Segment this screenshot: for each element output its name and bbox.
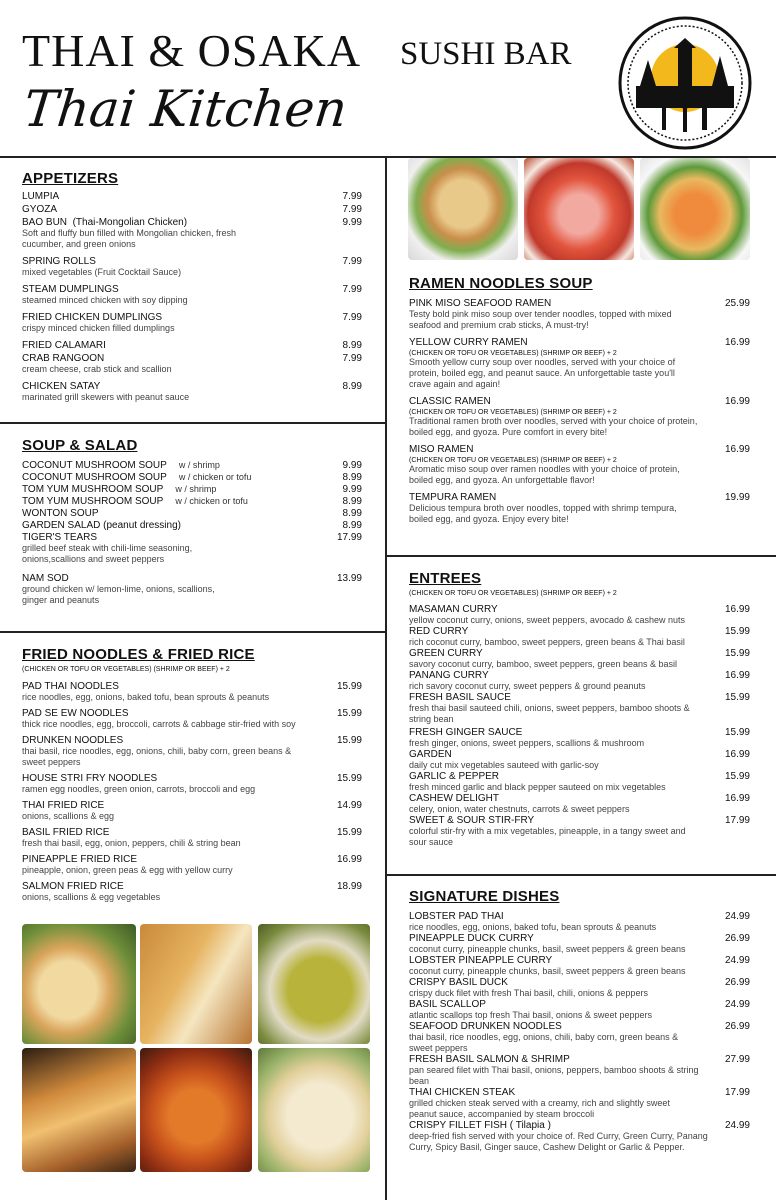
kitchen-script-title: Thai Kitchen [20, 80, 350, 138]
item-description: onions, scallions & egg [22, 811, 115, 821]
item-description: steamed minced chicken with soy dipping [22, 295, 188, 305]
item-name: GYOZA [22, 204, 58, 215]
item-name: SWEET & SOUR STIR-FRY [409, 815, 535, 826]
item-price: 15.99 [336, 708, 362, 719]
item-name: GREEN CURRY [409, 648, 483, 659]
protein-options: (CHICKEN OR TOFU OR VEGETABLES) (SHRIMP OR BEEF) + 2 [409, 350, 617, 357]
item-price: 9.99 [342, 460, 362, 471]
item-price: 8.99 [342, 496, 362, 507]
menu-item [409, 396, 750, 438]
item-description: rice noodles, egg, onions, baked tofu, bean sprouts & peanuts [22, 692, 270, 702]
appetizers-section [22, 170, 362, 403]
item-price: 15.99 [336, 827, 362, 838]
menu-item [409, 771, 750, 793]
item-name: CRAB RANGOON [22, 353, 105, 364]
item-price: 7.99 [342, 191, 362, 202]
menu-item [22, 800, 362, 822]
menu-item [22, 532, 362, 565]
item-name: SPRING ROLLS [22, 256, 96, 267]
menu-item [409, 337, 750, 390]
item-name: FRESH BASIL SALMON & SHRIMP [409, 1054, 570, 1065]
entrees-section [409, 570, 750, 848]
item-description: yellow coconut curry, onions, sweet peppers, avocado & cashew nuts [409, 615, 685, 625]
item-description: ramen egg noodles, green onion, carrots, broccoli and egg [22, 784, 256, 794]
photo-chicken-satay [140, 924, 252, 1044]
protein-options: (CHICKEN OR TOFU OR VEGETABLES) (SHRIMP OR BEEF) + 2 [22, 666, 230, 673]
item-price: 24.99 [724, 999, 750, 1010]
item-name: FRIED CHICKEN DUMPLINGS [22, 312, 163, 323]
item-price: 15.99 [724, 727, 750, 738]
item-name: MISO RAMEN [409, 444, 474, 455]
menu-item [409, 648, 750, 670]
item-name: SEAFOOD DRUNKEN NOODLES [409, 1021, 562, 1032]
item-price: 24.99 [724, 955, 750, 966]
item-description: rich coconut curry, bamboo, sweet peppers, green beans & Thai basil [409, 637, 685, 647]
signature-dishes-section [409, 888, 750, 1153]
item-name: CRISPY BASIL DUCK [409, 977, 508, 988]
fried-noodles-rice-section [22, 646, 362, 903]
item-price: 16.99 [724, 749, 750, 760]
item-description: fresh ginger, onions, sweet peppers, scallions & mushroom [409, 738, 645, 748]
item-name: GARDEN [409, 749, 452, 760]
soup-salad-section [22, 437, 362, 606]
item-price: 15.99 [336, 681, 362, 692]
item-price: 8.99 [342, 508, 362, 519]
item-name: PINEAPPLE FRIED RICE [22, 854, 138, 865]
item-name: CASHEW DELIGHT [409, 793, 500, 804]
item-name: MASAMAN CURRY [409, 604, 498, 615]
item-name: PANANG CURRY [409, 670, 489, 681]
item-name: BASIL FRIED RICE [22, 827, 110, 838]
photo-fried-rice-bowl [408, 158, 518, 260]
item-description: thai basil, rice noodles, egg, onions, chili, baby corn, green beans & sweet peppers [409, 1032, 679, 1053]
menu-item [22, 191, 362, 202]
item-name: FRESH GINGER SAUCE [409, 727, 523, 738]
item-description: coconut curry, pineapple chunks, basil, sweet peppers & green beans [409, 966, 686, 976]
menu-item [409, 444, 750, 486]
item-description: onions, scallions & egg vegetables [22, 892, 161, 902]
protein-options: (CHICKEN OR TOFU OR VEGETABLES) (SHRIMP OR BEEF) + 2 [409, 457, 617, 464]
item-description: rich savory coconut curry, sweet peppers & ground peanuts [409, 681, 646, 691]
item-price: 17.99 [724, 1087, 750, 1098]
item-description: savory coconut curry, bamboo, sweet peppers, green beans & basil [409, 659, 677, 669]
item-price: 13.99 [336, 573, 362, 584]
item-price: 24.99 [724, 1120, 750, 1131]
menu-item [22, 773, 362, 795]
menu-item [409, 727, 750, 749]
ramen-section [409, 275, 750, 525]
item-price: 24.99 [724, 911, 750, 922]
menu-item [409, 955, 750, 977]
menu-item [22, 854, 362, 876]
item-name: THAI FRIED RICE [22, 800, 105, 811]
item-price: 16.99 [724, 337, 750, 348]
section-title: ENTREES [409, 570, 482, 587]
item-price: 15.99 [724, 648, 750, 659]
menu-item [22, 827, 362, 849]
menu-item [409, 492, 750, 525]
item-price: 17.99 [336, 532, 362, 543]
item-name: CHICKEN SATAY [22, 381, 101, 392]
menu-item [409, 692, 750, 725]
item-name: DRUNKEN NOODLES [22, 735, 124, 746]
menu-item [22, 460, 362, 471]
item-name: SALMON FRIED RICE [22, 881, 124, 892]
item-name: FRIED CALAMARI [22, 340, 106, 351]
photo-spring-rolls [22, 1048, 136, 1172]
item-description: grilled chicken steak served with a creamy, rich and slightly sweet peanut sauce, accompanied by steam broccoli [409, 1098, 670, 1119]
menu-item [22, 204, 362, 215]
item-price: 25.99 [724, 298, 750, 309]
item-description: Soft and fluffy bun filled with Mongolian chicken, fresh cucumber, and green onions [22, 228, 236, 249]
item-description: pan seared filet with Thai basil, onions, peppers, bamboo shoots & string bean [409, 1065, 699, 1086]
menu-item [22, 284, 362, 306]
item-name: LOBSTER PINEAPPLE CURRY [409, 955, 553, 966]
item-price: 16.99 [724, 396, 750, 407]
menu-item [22, 217, 362, 250]
menu-item [22, 708, 362, 730]
menu-item [22, 340, 362, 351]
menu-item [409, 977, 750, 999]
item-price: 19.99 [724, 492, 750, 503]
item-name: GARLIC & PEPPER [409, 771, 500, 782]
item-price: 26.99 [724, 977, 750, 988]
item-price: 16.99 [724, 793, 750, 804]
item-name: BAO BUN (Thai-Mongolian Chicken) [22, 217, 188, 228]
item-price: 8.99 [342, 472, 362, 483]
item-price: 27.99 [724, 1054, 750, 1065]
item-price: 17.99 [724, 815, 750, 826]
item-description: crispy minced chicken filled dumplings [22, 323, 175, 333]
item-description: Smooth yellow curry soup over noodles, served with your choice of protein, boiled egg, and peanut sauce. An unforgettable taste you'll crave again and again! [409, 357, 676, 389]
item-description: mixed vegetables (Fruit Cocktail Sauce) [22, 267, 182, 277]
item-name: NAM SOD [22, 573, 69, 584]
menu-item [409, 1021, 750, 1054]
menu-item [409, 815, 750, 848]
section-divider [0, 631, 386, 633]
item-description: Delicious tempura broth over noodles, topped with shrimp tempura, boiled egg, and gyoza. Enjoy every bite! [409, 503, 677, 524]
item-name: TOM YUM MUSHROOM SOUP w / chicken or tofu [22, 496, 248, 507]
menu-item [409, 749, 750, 771]
photo-seafood-ramen [524, 158, 634, 260]
menu-item [409, 1087, 750, 1120]
item-price: 9.99 [342, 217, 362, 228]
column-divider [385, 156, 387, 1200]
restaurant-subtitle: SUSHI BAR [400, 36, 572, 72]
menu-item [409, 1120, 750, 1153]
menu-item [22, 508, 362, 519]
item-description: marinated grill skewers with peanut sauce [22, 392, 190, 402]
item-description: Aromatic miso soup over ramen noodles with your choice of protein, boiled egg, and gyoza. An unforgettable flavor! [409, 464, 680, 485]
item-description: Traditional ramen broth over noodles, served with your choice of protein, boiled egg, and gyoza. Pure comfort in every bite! [409, 416, 698, 437]
item-description: Testy bold pink miso soup over tender noodles, topped with mixed seafood and premium crab sticks, A must-try! [409, 309, 672, 330]
restaurant-logo [618, 16, 752, 150]
item-price: 15.99 [336, 773, 362, 784]
item-price: 7.99 [342, 204, 362, 215]
item-description: deep-fried fish served with your choice of. Red Curry, Green Curry, Panang Curry, Spicy Basil, Ginger sauce, Cashew Delight or Garlic & Pepper. [409, 1131, 708, 1152]
item-description: pineapple, onion, green peas & egg with yellow curry [22, 865, 233, 875]
menu-item [22, 256, 362, 278]
menu-item [22, 381, 362, 403]
photo-green-curry [258, 924, 370, 1044]
menu-item [409, 999, 750, 1021]
item-name: GARDEN SALAD (peanut dressing) [22, 520, 181, 531]
item-name: CRISPY FILLET FISH ( Tilapia ) [409, 1120, 551, 1131]
item-description: ground chicken w/ lemon-lime, onions, scallions, ginger and peanuts [22, 584, 215, 605]
item-name: TOM YUM MUSHROOM SOUP w / shrimp [22, 484, 217, 495]
item-name: TIGER'S TEARS [22, 532, 98, 543]
item-price: 18.99 [336, 881, 362, 892]
item-description: daily cut mix vegetables sauteed with garlic-soy [409, 760, 599, 770]
menu-item [409, 1054, 750, 1087]
item-description: atlantic scallops top fresh Thai basil, onions & sweet peppers [409, 1010, 652, 1020]
section-title: SOUP & SALAD [22, 437, 138, 454]
item-description: fresh thai basil, egg, onion, peppers, chili & string bean [22, 838, 241, 848]
menu-header [0, 0, 776, 156]
menu-item [409, 933, 750, 955]
menu-item [409, 670, 750, 692]
section-title: SIGNATURE DISHES [409, 888, 560, 905]
item-name: COCONUT MUSHROOM SOUP w / shrimp [22, 460, 220, 471]
item-price: 8.99 [342, 520, 362, 531]
item-price: 16.99 [336, 854, 362, 865]
item-price: 26.99 [724, 1021, 750, 1032]
photo-shrimp-noodles [640, 158, 750, 260]
menu-item [22, 735, 362, 768]
item-price: 15.99 [724, 692, 750, 703]
item-description: grilled beef steak with chili-lime seasoning, onions,scallions and sweet peppers [22, 543, 193, 564]
section-title: APPETIZERS [22, 170, 119, 187]
menu-item [409, 626, 750, 648]
item-name: HOUSE STRI FRY NOODLES [22, 773, 158, 784]
item-price: 14.99 [336, 800, 362, 811]
menu-item [22, 353, 362, 375]
menu-item [22, 472, 362, 483]
menu-item [409, 911, 750, 933]
item-description: thai basil, rice noodles, egg, onions, chili, baby corn, green beans & sweet peppers [22, 746, 292, 767]
item-name: FRESH BASIL SAUCE [409, 692, 511, 703]
item-name: BASIL SCALLOP [409, 999, 486, 1010]
item-name: THAI CHICKEN STEAK [409, 1087, 516, 1098]
menu-item [409, 793, 750, 815]
item-name: WONTON SOUP [22, 508, 99, 519]
item-price: 15.99 [724, 771, 750, 782]
photo-pad-thai [22, 924, 136, 1044]
item-name: PAD SE EW NOODLES [22, 708, 129, 719]
item-name: TEMPURA RAMEN [409, 492, 497, 503]
menu-item [22, 881, 362, 903]
protein-options: (CHICKEN OR TOFU OR VEGETABLES) (SHRIMP OR BEEF) + 2 [409, 409, 617, 416]
restaurant-name: THAI & OSAKA [22, 25, 362, 76]
item-price: 16.99 [724, 444, 750, 455]
item-price: 16.99 [724, 604, 750, 615]
menu-item [22, 573, 362, 606]
item-price: 8.99 [342, 340, 362, 351]
item-name: LUMPIA [22, 191, 60, 202]
item-name: LOBSTER PAD THAI [409, 911, 504, 922]
section-title: RAMEN NOODLES SOUP [409, 275, 593, 292]
item-price: 15.99 [336, 735, 362, 746]
item-description: thick rice noodles, egg, broccoli, carrots & cabbage stir-fried with soy [22, 719, 296, 729]
item-description: fresh minced garlic and black pepper sauteed on mix vegetables [409, 782, 666, 792]
section-title: FRIED NOODLES & FRIED RICE [22, 646, 255, 663]
item-description: celery, onion, water chestnuts, carrots & sweet peppers [409, 804, 630, 814]
photo-fried-rice [258, 1048, 370, 1172]
item-price: 7.99 [342, 312, 362, 323]
protein-options: (CHICKEN OR TOFU OR VEGETABLES) (SHRIMP OR BEEF) + 2 [409, 590, 617, 597]
section-divider [386, 874, 776, 876]
item-name: PAD THAI NOODLES [22, 681, 119, 692]
item-description: cream cheese, crab stick and scallion [22, 364, 172, 374]
menu-item [22, 681, 362, 703]
item-name: RED CURRY [409, 626, 469, 637]
menu-item [22, 520, 362, 531]
item-description: crispy duck filet with fresh Thai basil, chili, onions & peppers [409, 988, 648, 998]
item-price: 15.99 [724, 626, 750, 637]
item-name: STEAM DUMPLINGS [22, 284, 119, 295]
item-price: 26.99 [724, 933, 750, 944]
item-name: PINEAPPLE DUCK CURRY [409, 933, 534, 944]
menu-item [22, 484, 362, 495]
section-divider [0, 422, 386, 424]
item-name: PINK MISO SEAFOOD RAMEN [409, 298, 552, 309]
item-price: 7.99 [342, 256, 362, 267]
item-price: 16.99 [724, 670, 750, 681]
item-name: YELLOW CURRY RAMEN [409, 337, 528, 348]
item-price: 7.99 [342, 284, 362, 295]
item-description: coconut curry, pineapple chunks, basil, sweet peppers & green beans [409, 944, 686, 954]
item-price: 9.99 [342, 484, 362, 495]
photo-tom-yum [140, 1048, 252, 1172]
menu-item [409, 298, 750, 331]
item-name: COCONUT MUSHROOM SOUP w / chicken or tofu [22, 472, 252, 483]
item-description: rice noodles, egg, onions, baked tofu, bean sprouts & peanuts [409, 922, 657, 932]
menu-item [22, 312, 362, 334]
section-divider [386, 555, 776, 557]
item-price: 8.99 [342, 381, 362, 392]
menu-item [22, 496, 362, 507]
item-price: 7.99 [342, 353, 362, 364]
item-name: CLASSIC RAMEN [409, 396, 491, 407]
menu-item [409, 604, 750, 626]
item-description: fresh thai basil sauteed chili, onions, sweet peppers, bamboo shoots & string bean [409, 703, 690, 724]
item-description: colorful stir-fry with a mix vegetables, pineapple, in a tangy sweet and sour sauce [409, 826, 686, 847]
